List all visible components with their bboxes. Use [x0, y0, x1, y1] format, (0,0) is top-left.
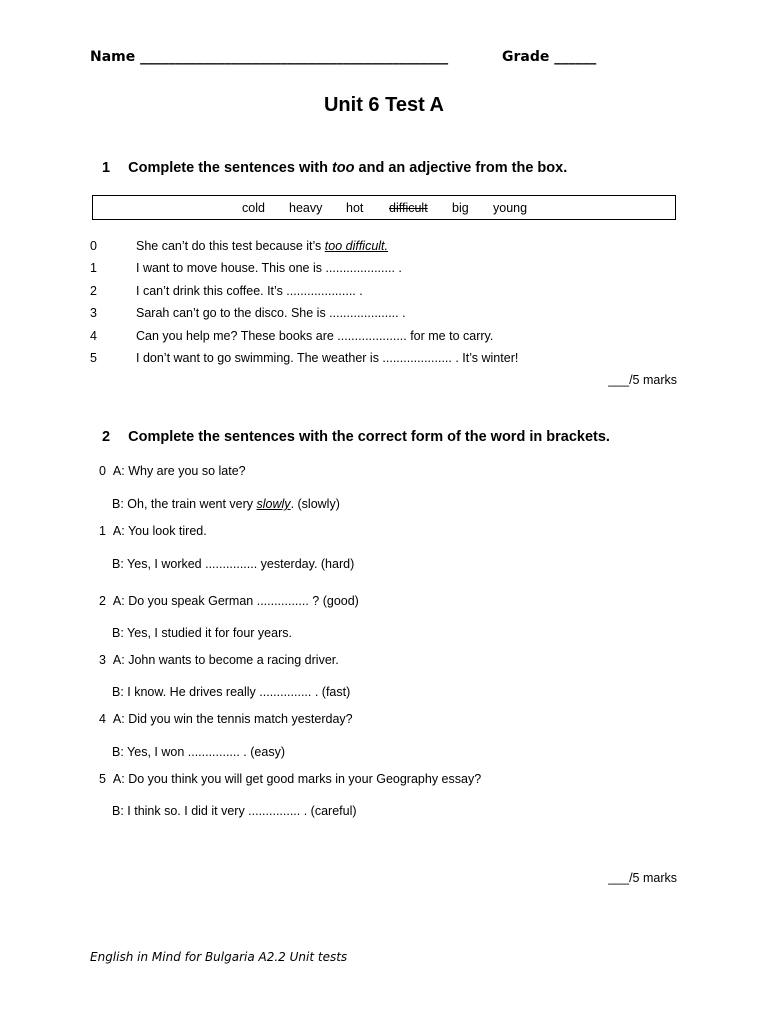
exercise-1-instruction — [102, 160, 567, 176]
item-number: 1 — [99, 524, 106, 538]
word-box-item: heavy — [289, 201, 323, 215]
item-number: 4 — [99, 712, 106, 726]
exercise-2-item-b — [112, 497, 340, 511]
item-sentence: Can you help me? These books are .................... for me to carry. — [136, 329, 494, 343]
exercise-2-item-b: B: Yes, I won ............... . (easy) — [112, 745, 285, 759]
item-number: 5 — [99, 772, 106, 786]
page-footer: English in Mind for Bulgaria A2.2 Unit tests — [90, 950, 348, 964]
example-answer-post: . — [384, 239, 389, 253]
exercise-1-number: 1 — [102, 160, 111, 176]
word-box — [92, 195, 676, 220]
item-number: 0 — [99, 464, 106, 478]
line-a: A: You look tired. — [112, 524, 207, 538]
item-sentence: I don’t want to go swimming. The weather is .................... . It’s winter! — [136, 351, 519, 365]
item-number: 3 — [99, 653, 106, 667]
name-field-label: Name ____________________________________________ — [90, 49, 449, 65]
item-number: 1 — [90, 261, 97, 275]
example-answer: too difficult — [324, 239, 385, 253]
item-number: 2 — [99, 594, 106, 608]
exercise-1-instruction-italic: too — [331, 160, 355, 176]
exercise-2-item-a — [99, 712, 353, 726]
item-number: 2 — [90, 284, 97, 298]
word-box-item: cold — [242, 201, 265, 215]
exercise-2-item-a — [99, 772, 481, 786]
word-box-item: big — [452, 201, 469, 215]
item-sentence: I want to move house. This one is .................... . — [136, 261, 402, 275]
exercise-1-instruction-post: and an adjective from the box. — [354, 160, 568, 176]
exercise-2-item-b: B: I think so. I did it very ............... . (careful) — [112, 804, 357, 818]
exercise-2-item-a — [99, 524, 207, 538]
exercise-1-instruction-pre: Complete the sentences with — [128, 160, 332, 176]
exercise-1-marks: ___/5 marks — [608, 373, 677, 387]
line-b-post: . (slowly) — [290, 497, 340, 511]
grade-field-label: Grade ______ — [502, 49, 597, 65]
word-box-item: hot — [346, 201, 364, 215]
word-box-item: young — [493, 201, 528, 215]
line-a: A: Do you speak German ............... ? (good) — [112, 594, 359, 608]
item-sentence: I can’t drink this coffee. It’s .................... . — [136, 284, 363, 298]
item-sentence — [136, 239, 388, 253]
exercise-2-item-a — [99, 464, 246, 478]
exercise-2-item-a — [99, 653, 339, 667]
line-b-pre: B: Oh, the train went very — [112, 497, 257, 511]
item-number: 5 — [90, 351, 97, 365]
item-sentence-pre: She can’t do this test because it’s — [136, 239, 325, 253]
item-number: 3 — [90, 306, 97, 320]
item-sentence: Sarah can’t go to the disco. She is .................... . — [136, 306, 406, 320]
line-a: A: Why are you so late? — [112, 464, 246, 478]
line-a: A: Did you win the tennis match yesterday? — [112, 712, 353, 726]
line-a: A: John wants to become a racing driver. — [112, 653, 339, 667]
exercise-2-item-b: B: I know. He drives really ............... . (fast) — [112, 685, 351, 699]
exercise-2-item-a — [99, 594, 359, 608]
line-a: A: Do you think you will get good marks in your Geography essay? — [112, 772, 482, 786]
example-answer: slowly — [256, 497, 291, 511]
page-title: Unit 6 Test A — [323, 94, 444, 116]
exercise-2-number: 2 — [102, 429, 111, 445]
exercise-2-marks: ___/5 marks — [608, 871, 677, 885]
item-number: 4 — [90, 329, 97, 343]
exercise-2-item-b: B: Yes, I studied it for four years. — [112, 626, 292, 640]
exercise-2-instruction — [102, 429, 610, 445]
exercise-2-item-b: B: Yes, I worked ............... yesterday. (hard) — [112, 557, 355, 571]
item-number: 0 — [90, 239, 97, 253]
word-box-item-struck: difficult — [389, 201, 428, 215]
exercise-2-instruction-text: Complete the sentences with the correct form of the word in brackets. — [128, 429, 610, 445]
